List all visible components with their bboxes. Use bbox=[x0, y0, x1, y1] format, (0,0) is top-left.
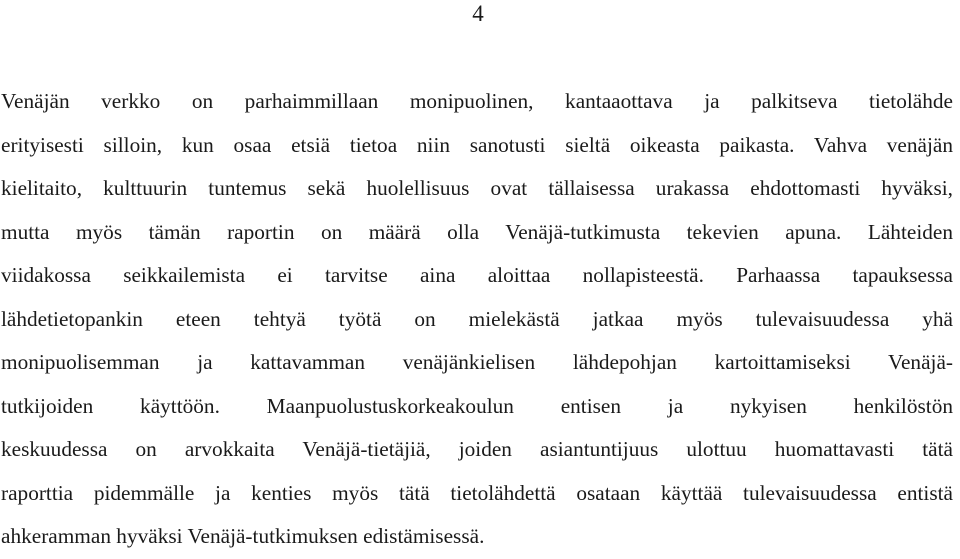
text-line: lähdetietopankin eteen tehtyä työtä on mielekästä jatkaa myös tulevaisuudessa yhä bbox=[1, 306, 953, 331]
text-line: keskuudessa on arvokkaita Venäjä-tietäjiä, joiden asiantuntijuus ulottuu huomattavasti tätä bbox=[1, 437, 953, 461]
text-line: viidakossa seikkailemista ei tarvitse aina aloittaa nollapisteestä. Parhaassa tapauksessa bbox=[1, 263, 953, 287]
text-line: mutta myös tämän raportin on määrä olla Venäjä-tutkimusta tekevien apuna. Lähteiden bbox=[1, 219, 953, 244]
text-line: erityisesti silloin, kun osaa etsiä tietoa niin sanotusti sieltä oikeasta paikasta. Vahva venäjän bbox=[1, 132, 953, 157]
text-line: raporttia pidemmälle ja kenties myös tätä tietolähdettä osataan käyttää tulevaisuudessa entistä bbox=[1, 480, 953, 505]
text-line: tutkijoiden käyttöön. Maanpuolustuskorkeakoulun entisen ja nykyisen henkilöstön bbox=[1, 393, 953, 418]
body-paragraph bbox=[0, 80, 960, 559]
text-line: kielitaito, kulttuurin tuntemus sekä huolellisuus ovat tällaisessa urakassa ehdottomasti hyväksi, bbox=[1, 176, 953, 200]
text-line: monipuolisemman ja kattavamman venäjänkielisen lähdepohjan kartoittamiseksi Venäjä- bbox=[1, 350, 953, 374]
text-line-last: ahkeramman hyväksi Venäjä-tutkimuksen edistämisessä. bbox=[1, 524, 485, 548]
page-number: 4 bbox=[472, 1, 484, 26]
text-line: Venäjän verkko on parhaimmillaan monipuolinen, kantaaottava ja palkitseva tietolähde bbox=[1, 89, 953, 113]
